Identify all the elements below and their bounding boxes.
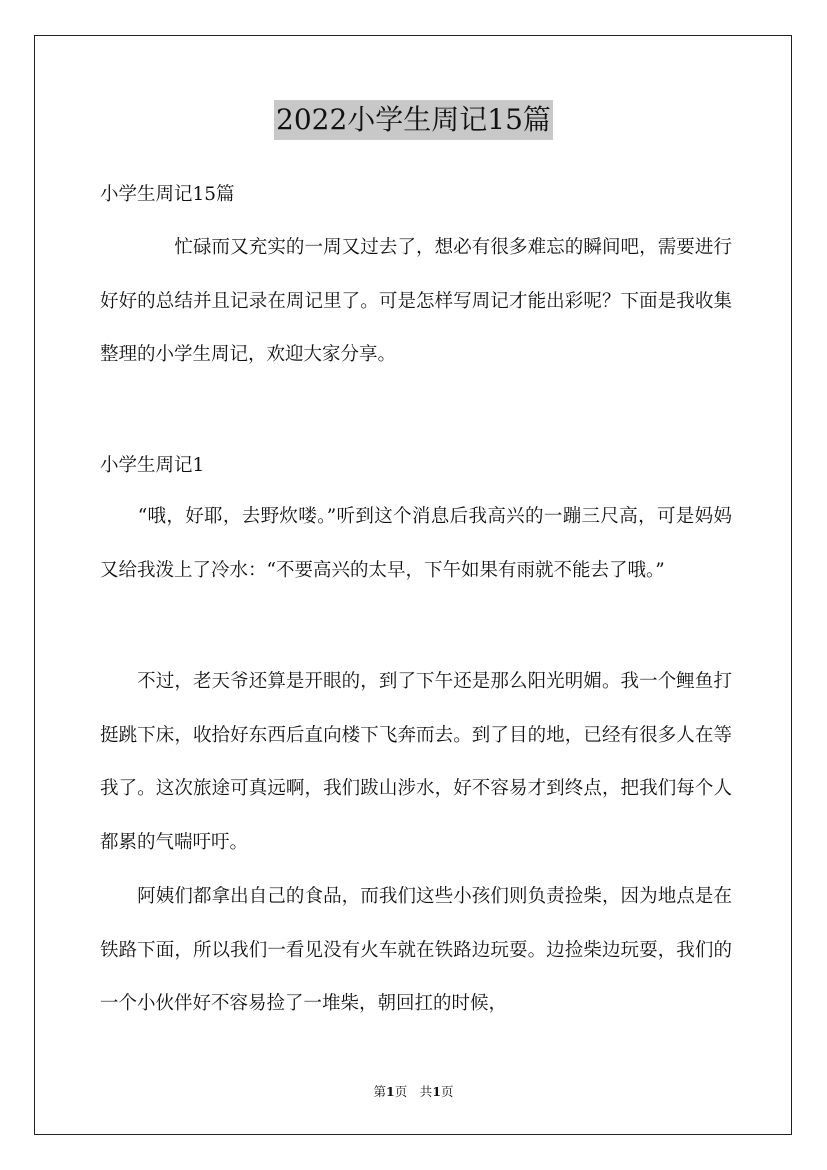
body-paragraph-3: 阿姨们都拿出自己的食品，而我们这些小孩们则负责捡柴，因为地点是在铁路下面，所以我们一看见没有火车就在铁路边玩耍。边捡柴边玩耍，我们的一个小伙伴好不容易捡了一堆柴，朝回扛的时候， — [100, 886, 732, 1014]
page-footer — [0, 1082, 827, 1102]
intro-paragraph: 忙碌而又充实的一周又过去了，想必有很多难忘的瞬间吧，需要进行好好的总结并且记录在周记里了。可是怎样写周记才能出彩呢？下面是我收集整理的小学生周记，欢迎大家分享。 — [100, 237, 732, 365]
footer-page-total: 1 — [432, 1084, 441, 1099]
document-title: 2022小学生周记15篇 — [274, 100, 553, 140]
footer-page-prefix: 第 — [373, 1084, 387, 1099]
footer-page-mid: 页 共 — [394, 1084, 433, 1099]
body-paragraph-1: “哦，好耶，去野炊喽。”听到这个消息后我高兴的一蹦三尺高，可是妈妈又给我泼上了冷水：“不要高兴的太早，下午如果有雨就不能去了哦。” — [100, 506, 732, 581]
document-subtitle: 小学生周记15篇 — [100, 184, 235, 205]
document-title-wrapper — [0, 100, 827, 140]
section-heading: 小学生周记1 — [100, 455, 205, 476]
footer-page-suffix: 页 — [440, 1084, 454, 1099]
body-paragraph-2: 不过，老天爷还算是开眼的，到了下午还是那么阳光明媚。我一个鲤鱼打挺跳下床，收拾好东西后直向楼下飞奔而去。到了目的地，已经有很多人在等我了。这次旅途可真远啊，我们跋山涉水，好不容易才到终点，把我们每个人都累的气喘吁吁。 — [100, 671, 732, 853]
footer-page-number: 1 — [386, 1084, 395, 1099]
